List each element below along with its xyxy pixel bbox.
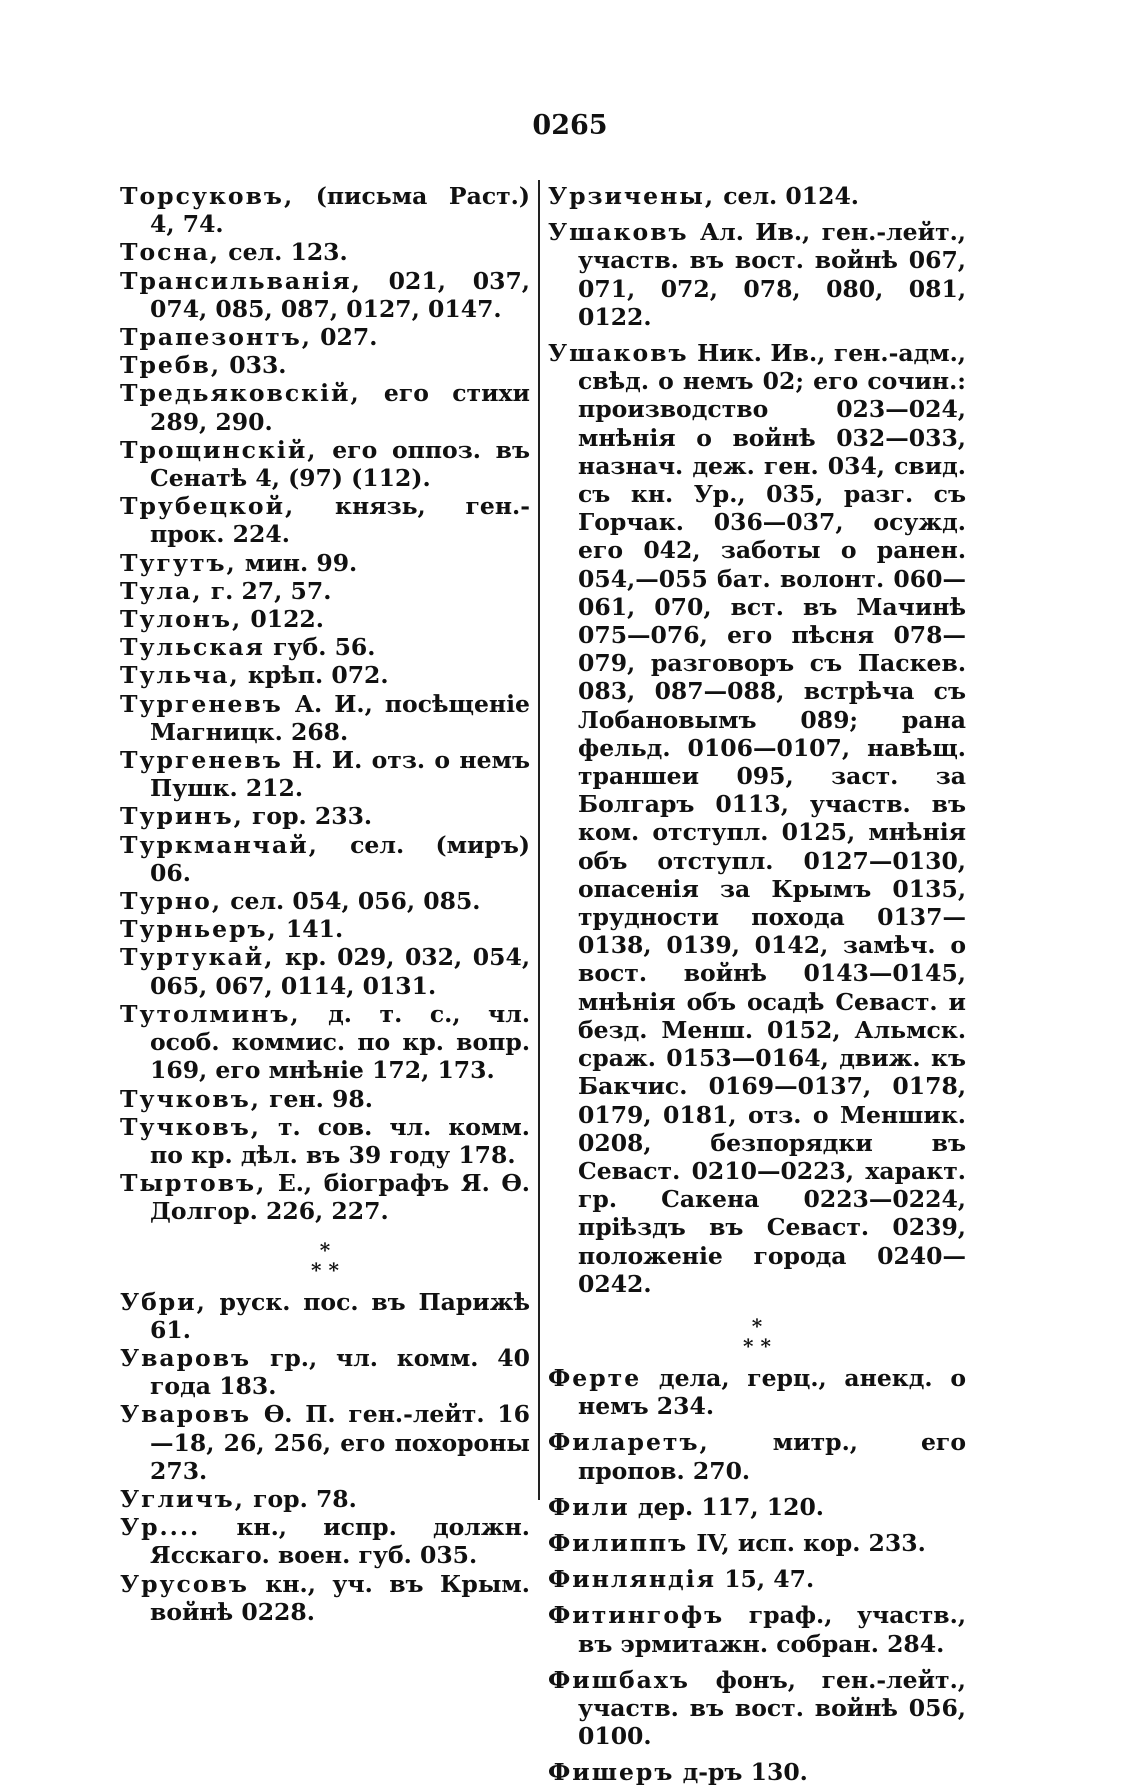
right-index-entries xyxy=(548,182,966,1298)
entry-references: фонъ, ген.-лейт., участв. въ вост. войнѣ 056, 0100. xyxy=(578,1665,966,1751)
entry-references: д. т. с., чл. особ. коммис. по кр. вопр. 169, его мнѣніе 172, 173. xyxy=(150,999,530,1085)
entry-heading: Туринъ, xyxy=(120,802,244,831)
entry-references: сел. (миръ) 06. xyxy=(150,830,530,887)
index-entry xyxy=(120,1400,530,1485)
entry-heading: Тугутъ, xyxy=(120,548,237,577)
section-separator: * * * xyxy=(743,1313,771,1358)
entry-references: 0122. xyxy=(242,605,324,634)
entry-references: 141. xyxy=(277,915,344,944)
entry-references: Е., біографъ Я. Ѳ. Долгор. 226, 227. xyxy=(150,1169,530,1226)
entry-heading: Тульская xyxy=(120,633,265,662)
entry-references: его оппоз. въ Сенатѣ 4, (97) (112). xyxy=(150,435,530,493)
entry-heading: Турньеръ, xyxy=(120,915,278,944)
index-entry xyxy=(120,915,530,943)
index-entry xyxy=(548,1493,966,1521)
entry-references: граф., участв., въ эрмитажн. собран. 284. xyxy=(578,1601,966,1658)
index-entry xyxy=(120,267,530,323)
index-entry xyxy=(548,218,966,331)
entry-heading: Урусовъ xyxy=(120,1569,249,1598)
entry-heading: Фитингофъ xyxy=(548,1601,725,1630)
index-entry xyxy=(548,1601,966,1657)
entry-heading: Ур.... xyxy=(120,1513,201,1542)
entry-heading: Финляндія xyxy=(548,1565,717,1594)
entry-references: Ал. Ив., ген.-лейт., участв. въ вост. войнѣ 067, 071, 072, 078, 080, 081, 0122. xyxy=(578,218,966,331)
index-entry xyxy=(120,1485,530,1513)
index-entry xyxy=(120,690,530,746)
entry-references: ген. 98. xyxy=(260,1084,373,1113)
section-separator: * * * xyxy=(311,1237,339,1282)
index-entry xyxy=(120,661,530,689)
entry-heading: Ушаковъ xyxy=(548,339,689,368)
entry-heading: Трапезонтъ, xyxy=(120,323,312,352)
entry-references: т. сов. чл. комм. по кр. дѣл. въ 39 году 178. xyxy=(150,1112,530,1169)
entry-references: митр., его пропов. 270. xyxy=(578,1428,966,1485)
right-column xyxy=(548,182,966,1787)
left-index-entries-u xyxy=(120,1288,530,1626)
index-entry xyxy=(120,887,530,915)
entry-references: сел. 123. xyxy=(220,238,348,267)
left-column xyxy=(120,182,530,1626)
entry-heading: Тосна, xyxy=(120,238,221,267)
index-entry xyxy=(120,1169,530,1225)
entry-references: 027. xyxy=(311,323,378,352)
entry-heading: Тыртовъ, xyxy=(120,1169,267,1198)
entry-heading: Тутолминъ, xyxy=(120,999,301,1028)
entry-heading: Тургеневъ xyxy=(120,746,283,775)
entry-references: (письма Раст.) 4, 74. xyxy=(150,182,530,239)
index-entry xyxy=(120,549,530,577)
index-entry xyxy=(120,802,530,830)
entry-references: дела, герц., анекд. о немъ 234. xyxy=(578,1363,966,1421)
entry-heading: Турно, xyxy=(120,887,223,916)
entry-heading: Фили xyxy=(548,1492,630,1521)
entry-heading: Тульча, xyxy=(120,661,240,690)
index-entry xyxy=(120,1344,530,1400)
entry-heading: Требв, xyxy=(120,351,222,380)
index-entry xyxy=(548,1364,966,1420)
entry-references: дер. 117, 120. xyxy=(629,1492,824,1521)
index-entry xyxy=(120,577,530,605)
entry-references: 033. xyxy=(221,351,287,380)
index-entry xyxy=(548,1428,966,1484)
entry-heading: Угличъ, xyxy=(120,1484,245,1513)
entry-heading: Трощинскій, xyxy=(120,435,318,464)
entry-heading: Тучковъ, xyxy=(120,1084,261,1113)
entry-heading: Ферте xyxy=(548,1363,642,1392)
column-divider xyxy=(538,180,540,1500)
entry-heading: Уваровъ xyxy=(120,1343,252,1372)
right-index-entries-f xyxy=(548,1364,966,1787)
entry-heading: Туркманчай, xyxy=(120,830,319,859)
entry-heading: Тучковъ, xyxy=(120,1112,261,1141)
entry-references: гор. 233. xyxy=(243,802,373,831)
index-entry xyxy=(120,379,530,435)
entry-heading: Фишбахъ xyxy=(548,1665,690,1694)
entry-references: сел. 054, 056, 085. xyxy=(222,887,481,916)
index-entry xyxy=(120,238,530,266)
entry-heading: Тулонъ, xyxy=(120,605,243,634)
entry-heading: Тула, xyxy=(120,576,203,605)
entry-references: мин. 99. xyxy=(236,548,358,577)
index-entry xyxy=(548,1758,966,1786)
entry-heading: Убри, xyxy=(120,1287,207,1316)
index-entry xyxy=(120,746,530,802)
index-entry xyxy=(120,351,530,379)
entry-heading: Фишеръ xyxy=(548,1758,675,1787)
index-entry xyxy=(120,1570,530,1626)
index-entry xyxy=(120,323,530,351)
entry-references: кн., уч. въ Крым. войнѣ 0228. xyxy=(150,1569,530,1626)
index-entry xyxy=(120,1513,530,1569)
index-entry xyxy=(120,1085,530,1113)
entry-references: А. И., посѣщеніе Магницк. 268. xyxy=(150,689,530,746)
index-entry xyxy=(120,605,530,633)
entry-heading: Трансильванія, xyxy=(120,266,362,295)
entry-references: Ѳ. П. ген.-лейт. 16—18, 26, 256, его похороны 273. xyxy=(150,1400,530,1485)
left-index-entries xyxy=(120,182,530,1226)
entry-references: кн., испр. должн. Ясскаго. воен. губ. 035. xyxy=(150,1513,530,1570)
index-entry xyxy=(548,1529,966,1557)
entry-heading: Торсуковъ, xyxy=(120,182,295,210)
page-number: 0265 xyxy=(532,110,608,141)
index-entry xyxy=(548,1565,966,1593)
entry-heading: Тредьяковскій, xyxy=(120,379,361,408)
entry-references: руск. пос. въ Парижѣ 61. xyxy=(150,1287,530,1344)
entry-heading: Тургеневъ xyxy=(120,689,283,718)
index-entry xyxy=(120,436,530,492)
index-entry xyxy=(120,182,530,238)
entry-references: крѣп. 072. xyxy=(239,661,389,690)
entry-references: сел. 0124. xyxy=(715,182,859,210)
index-entry xyxy=(548,339,966,1298)
entry-references: 021, 037, 074, 085, 087, 0127, 0147. xyxy=(150,266,530,323)
entry-references: гр., чл. комм. 40 года 183. xyxy=(150,1343,530,1401)
entry-references: губ. 56. xyxy=(264,633,376,662)
entry-heading: Филиппъ xyxy=(548,1528,689,1557)
entry-heading: Ушаковъ xyxy=(548,218,689,247)
entry-references: князь, ген.-прок. 224. xyxy=(150,492,530,549)
entry-heading: Трубецкой, xyxy=(120,492,296,521)
entry-references: кр. 029, 032, 054, 065, 067, 0114, 0131. xyxy=(150,943,530,1000)
index-entry xyxy=(120,633,530,661)
index-entry xyxy=(120,492,530,548)
entry-references: IV, исп. кор. 233. xyxy=(688,1528,926,1557)
index-entry xyxy=(120,943,530,999)
entry-references: его стихи 289, 290. xyxy=(150,379,530,436)
index-entry xyxy=(548,182,966,210)
entry-references: Ник. Ив., ген.-адм., свѣд. о немъ 02; его сочин.: производство 023—024, мнѣнія о войнѣ 032—033, назнач. деж. ген. 034, свид. съ кн. Ур., 035, разг. съ Горчак. 036—037, осужд. его 042, заботы о ранен. 054,—055 бат. волонт. 060—061, 070, вст. въ Мачинѣ 075—076, его пѣсня 078—079, разговоръ съ Паскев. 083, 087—088, встрѣча съ Лобановымъ 089; рана фельд. 0106—0107, навѣщ. траншеи 095, заст. за Болгаръ 0113, участв. въ ком. отступл. 0125, мнѣнія объ отступл. 0127—0130, опасенія за Крымъ 0135, трудности похода 0137—0138, 0139, 0142, замѣч. о вост. войнѣ 0143—0145, мнѣнія объ осадѣ Севаст. и безд. Менш. 0152, Альмск. сраж. 0153—0164, движ. къ Бакчис. 0169—0137, 0178, 0179, 0181, отз. о Меншик. 0208, безпорядки въ Севаст. 0210—0223, характ. гр. Сакена 0223—0224, пріѣздъ въ Севаст. 0239, положеніе города 0240—0242. xyxy=(578,339,966,1298)
entry-references: гор. 78. xyxy=(244,1484,357,1513)
index-entry xyxy=(548,1666,966,1751)
entry-heading: Филаретъ, xyxy=(548,1428,710,1457)
entry-heading: Туртукай, xyxy=(120,943,275,972)
entry-references: Н. И. отз. о немъ Пушк. 212. xyxy=(150,746,530,803)
index-entry xyxy=(120,1113,530,1169)
index-entry xyxy=(120,831,530,887)
index-entry xyxy=(120,1000,530,1085)
entry-references: д-ръ 130. xyxy=(674,1758,808,1787)
index-entry xyxy=(120,1288,530,1344)
entry-heading: Уваровъ xyxy=(120,1400,252,1429)
entry-heading: Урзичены, xyxy=(548,182,716,210)
entry-references: г. 27, 57. xyxy=(202,576,332,605)
entry-references: 15, 47. xyxy=(716,1565,815,1594)
